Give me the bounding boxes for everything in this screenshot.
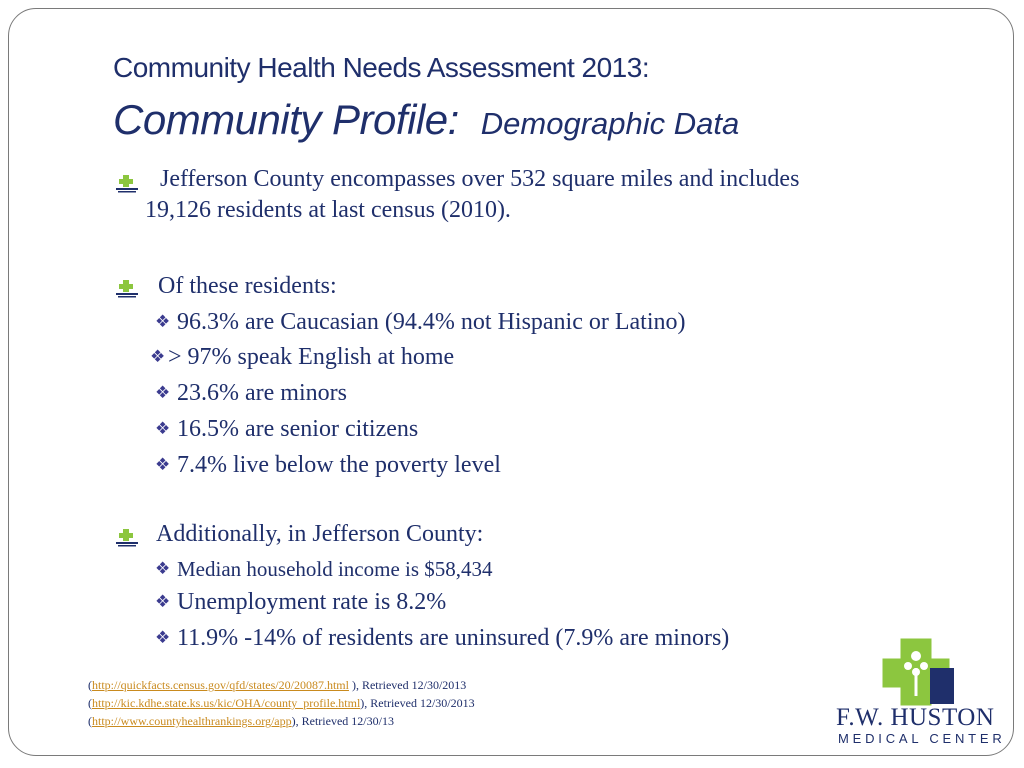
list-item: ❖ > 97% speak English at home bbox=[150, 344, 455, 370]
diamond-bullet-icon: ❖ bbox=[155, 419, 171, 438]
bullet-2: Of these residents: bbox=[158, 273, 337, 299]
list-item: ❖ 96.3% are Caucasian (94.4% not Hispanic or Latino) bbox=[155, 309, 686, 335]
diamond-bullet-icon: ❖ bbox=[155, 312, 171, 331]
logo-name: F.W. HUSTON bbox=[836, 704, 995, 731]
reference-line: (http://quickfacts.census.gov/qfd/states/20/20087.html ), Retrieved 12/30/2013 bbox=[88, 678, 467, 692]
references bbox=[88, 676, 475, 730]
diamond-bullet-icon: ❖ bbox=[155, 455, 171, 474]
reference-link[interactable]: http://kic.kdhe.state.ks.us/kic/OHA/county_profile.html bbox=[92, 696, 361, 710]
diamond-bullet-icon: ❖ bbox=[155, 559, 171, 578]
list-item: ❖ Unemployment rate is 8.2% bbox=[155, 589, 447, 615]
diamond-bullet-icon: ❖ bbox=[155, 592, 171, 611]
list-item: ❖ 23.6% are minors bbox=[155, 380, 347, 406]
diamond-bullet-icon: ❖ bbox=[150, 347, 166, 366]
bullet-1-line-2: 19,126 residents at last census (2010). bbox=[145, 197, 511, 223]
title-sub: Demographic Data bbox=[480, 106, 740, 141]
diamond-bullet-icon: ❖ bbox=[155, 628, 171, 647]
logo-bullet-icon bbox=[114, 528, 140, 548]
logo-bullet-icon bbox=[114, 174, 140, 194]
reference-line: (http://www.countyhealthrankings.org/app), Retrieved 12/30/13 bbox=[88, 714, 394, 728]
list-item: ❖ Median household income is $58,434 bbox=[155, 557, 493, 581]
bullet-1-line-1: Jefferson County encompasses over 532 square miles and includes bbox=[160, 166, 800, 192]
list-item: ❖ 16.5% are senior citizens bbox=[155, 416, 419, 442]
title-line-1: Community Health Needs Assessment 2013: bbox=[113, 52, 650, 83]
logo-bullet-icon bbox=[114, 279, 140, 299]
reference-link[interactable]: http://www.countyhealthrankings.org/app bbox=[92, 714, 292, 728]
logo-subtitle: MEDICAL CENTER bbox=[838, 731, 1006, 746]
reference-link[interactable]: http://quickfacts.census.gov/qfd/states/20/20087.html bbox=[92, 678, 349, 692]
title-main: Community Profile: bbox=[113, 96, 459, 143]
reference-line: (http://kic.kdhe.state.ks.us/kic/OHA/county_profile.html), Retrieved 12/30/2013 bbox=[88, 696, 475, 710]
bullet-3: Additionally, in Jefferson County: bbox=[156, 521, 484, 547]
title-line-2 bbox=[113, 96, 739, 144]
list-item: ❖ 11.9% -14% of residents are uninsured (7.9% are minors) bbox=[155, 625, 730, 651]
list-item: ❖ 7.4% live below the poverty level bbox=[155, 452, 501, 478]
diamond-bullet-icon: ❖ bbox=[155, 383, 171, 402]
